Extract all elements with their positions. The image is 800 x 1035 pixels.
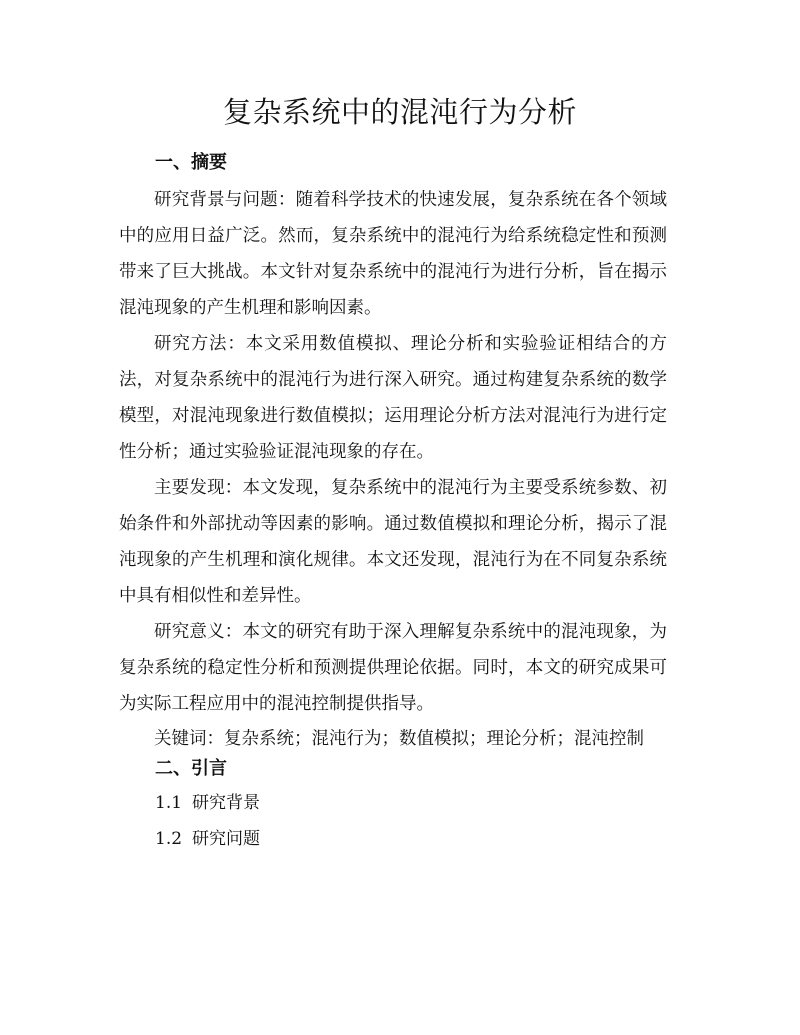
abstract-paragraph-findings bbox=[119, 470, 667, 614]
abstract-paragraph-background bbox=[119, 182, 667, 326]
paragraph-text: 研究意义：本文的研究有助于深入理解复杂系统中的混沌现象，为复杂系统的稳定性分析和预测提供理论依据。同时，本文的研究成果可为实际工程应用中的混沌控制提供指导。 bbox=[119, 622, 667, 714]
paragraph-text: 主要发现：本文发现，复杂系统中的混沌行为主要受系统参数、初始条件和外部扰动等因素的影响。通过数值模拟和理论分析，揭示了混沌现象的产生机理和演化规律。本文还发现，混沌行为在不同复杂系统中具有相似性和差异性。 bbox=[119, 478, 667, 606]
subsection-title: 研究背景 bbox=[192, 793, 261, 813]
subsection-number: 1.1 bbox=[155, 793, 183, 813]
abstract-paragraph-significance bbox=[119, 614, 667, 722]
section-heading-abstract: 一、摘要 bbox=[155, 152, 227, 173]
keywords-text: 关键词：复杂系统；混沌行为；数值模拟；理论分析；混沌控制 bbox=[154, 729, 644, 749]
subsection-research-background bbox=[155, 789, 260, 817]
paragraph-text: 研究背景与问题：随着科学技术的快速发展，复杂系统在各个领域中的应用日益广泛。然而，复杂系统中的混沌行为给系统稳定性和预测带来了巨大挑战。本文针对复杂系统中的混沌行为进行分析，旨在揭示混沌现象的产生机理和影响因素。 bbox=[119, 190, 667, 318]
document-title: 复杂系统中的混沌行为分析 bbox=[222, 95, 577, 129]
abstract-keywords bbox=[119, 721, 667, 757]
subsection-number: 1.2 bbox=[155, 829, 183, 849]
subsection-research-question bbox=[155, 825, 260, 853]
section-heading-introduction: 二、引言 bbox=[155, 758, 227, 779]
paragraph-text: 研究方法：本文采用数值模拟、理论分析和实验验证相结合的方法，对复杂系统中的混沌行为进行深入研究。通过构建复杂系统的数学模型，对混沌现象进行数值模拟；运用理论分析方法对混沌行为进行定性分析；通过实验验证混沌现象的存在。 bbox=[119, 334, 667, 462]
subsection-title: 研究问题 bbox=[192, 829, 261, 849]
abstract-paragraph-methods bbox=[119, 326, 667, 470]
